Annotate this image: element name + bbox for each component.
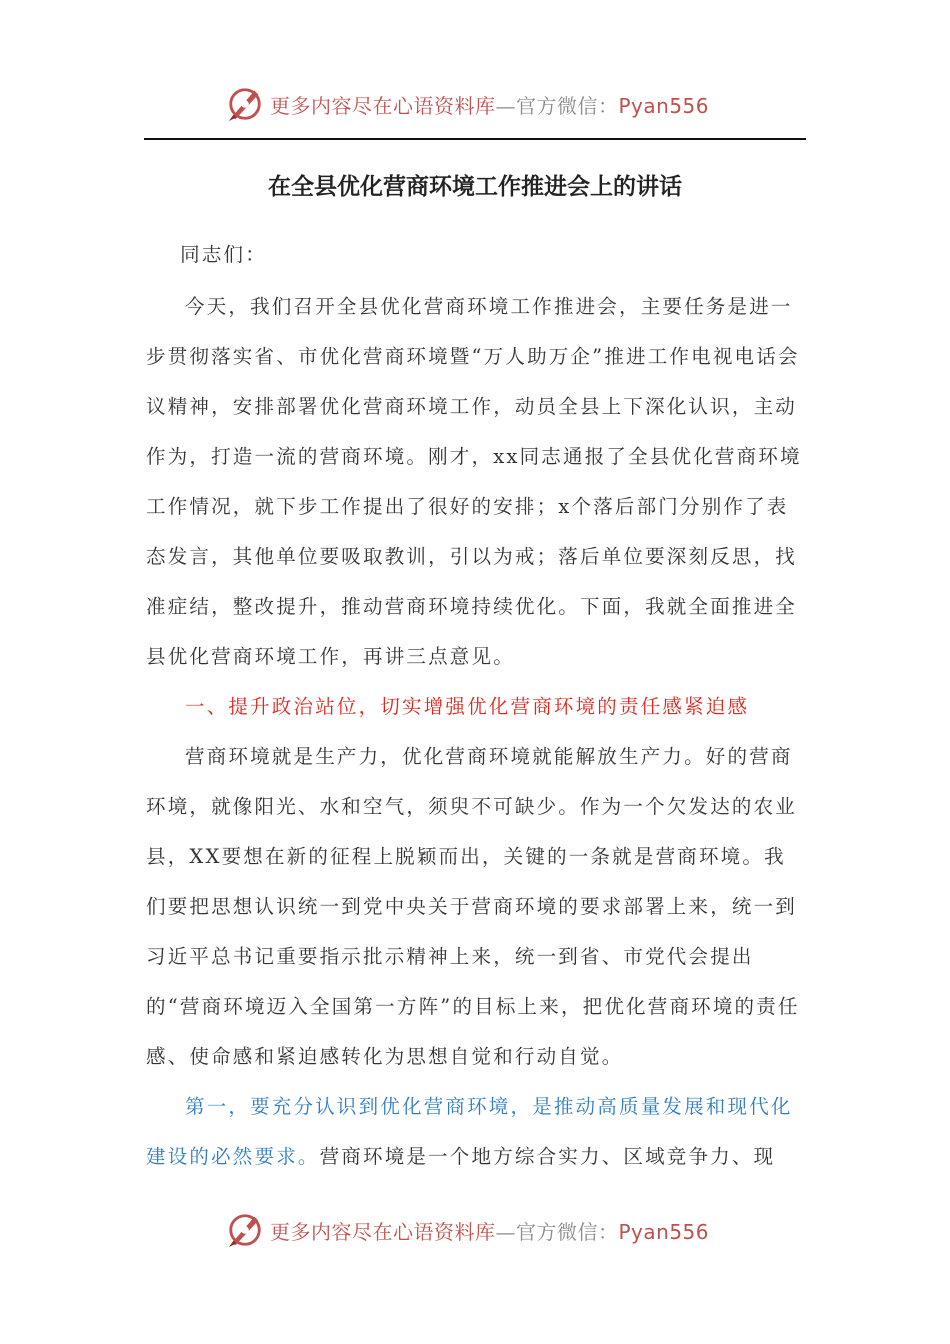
header-watermark-banner <box>226 84 726 124</box>
point-1-lead: 第一，要充分认识到优化营商环境，是推动高质量发展和现代化建设的必然要求。 <box>146 1095 793 1168</box>
footer-watermark-banner <box>226 1210 726 1250</box>
header-divider <box>144 138 806 140</box>
banner-text <box>270 1216 709 1245</box>
banner-wechat-id: Pyan556 <box>618 93 710 118</box>
banner-dash: — <box>495 1219 516 1244</box>
banner-main-text: 更多内容尽在心语资料库 <box>270 1219 496 1244</box>
pen-logo-icon <box>226 85 264 123</box>
banner-sub-text: 官方微信： <box>516 1219 619 1244</box>
paragraph-point-1 <box>146 1082 806 1182</box>
document-body <box>146 232 806 1182</box>
banner-sub-text: 官方微信： <box>516 93 619 118</box>
section-heading-1: 一、提升政治站位，切实增强优化营商环境的责任感紧迫感 <box>185 695 750 718</box>
banner-text <box>270 90 709 119</box>
greeting: 同志们： <box>180 243 267 266</box>
paragraph-section-1: 营商环境就是生产力，优化营商环境就能解放生产力。好的营商环境，就像阳光、水和空气，须臾不可缺少。作为一个欠发达的农业县，XX要想在新的征程上脱颖而出，关键的一条就是营商环境。我们要把思想认识统一到党中央关于营商环境的要求部署上来，统一到习近平总书记重要指示批示精神上来，统一到省、市党代会提出的“营商环境迈入全国第一方阵”的目标上来，把优化营商环境的责任感、使命感和紧迫感转化为思想自觉和行动自觉。 <box>146 745 800 1068</box>
banner-wechat-id: Pyan556 <box>618 1219 710 1244</box>
banner-dash: — <box>495 93 516 118</box>
pen-logo-icon <box>226 1211 264 1249</box>
point-1-text: 营商环境是一个地方综合实力、区域竞争力、现 <box>319 1145 776 1168</box>
banner-main-text: 更多内容尽在心语资料库 <box>270 93 496 118</box>
document-title: 在全县优化营商环境工作推进会上的讲话 <box>268 173 682 200</box>
paragraph-intro: 今天，我们召开全县优化营商环境工作推进会，主要任务是进一步贯彻落实省、市优化营商环境暨“万人助万企”推进工作电视电话会议精神，安排部署优化营商环境工作，动员全县上下深化认识，主动作为，打造一流的营商环境。刚才，xx同志通报了全县优化营商环境工作情况，就下步工作提出了很好的安排；x个落后部门分别作了表态发言，其他单位要吸取教训，引以为戒；落后单位要深刻反思，找准症结，整改提升，推动营商环境持续优化。下面，我就全面推进全县优化营商环境工作，再讲三点意见。 <box>146 295 802 668</box>
